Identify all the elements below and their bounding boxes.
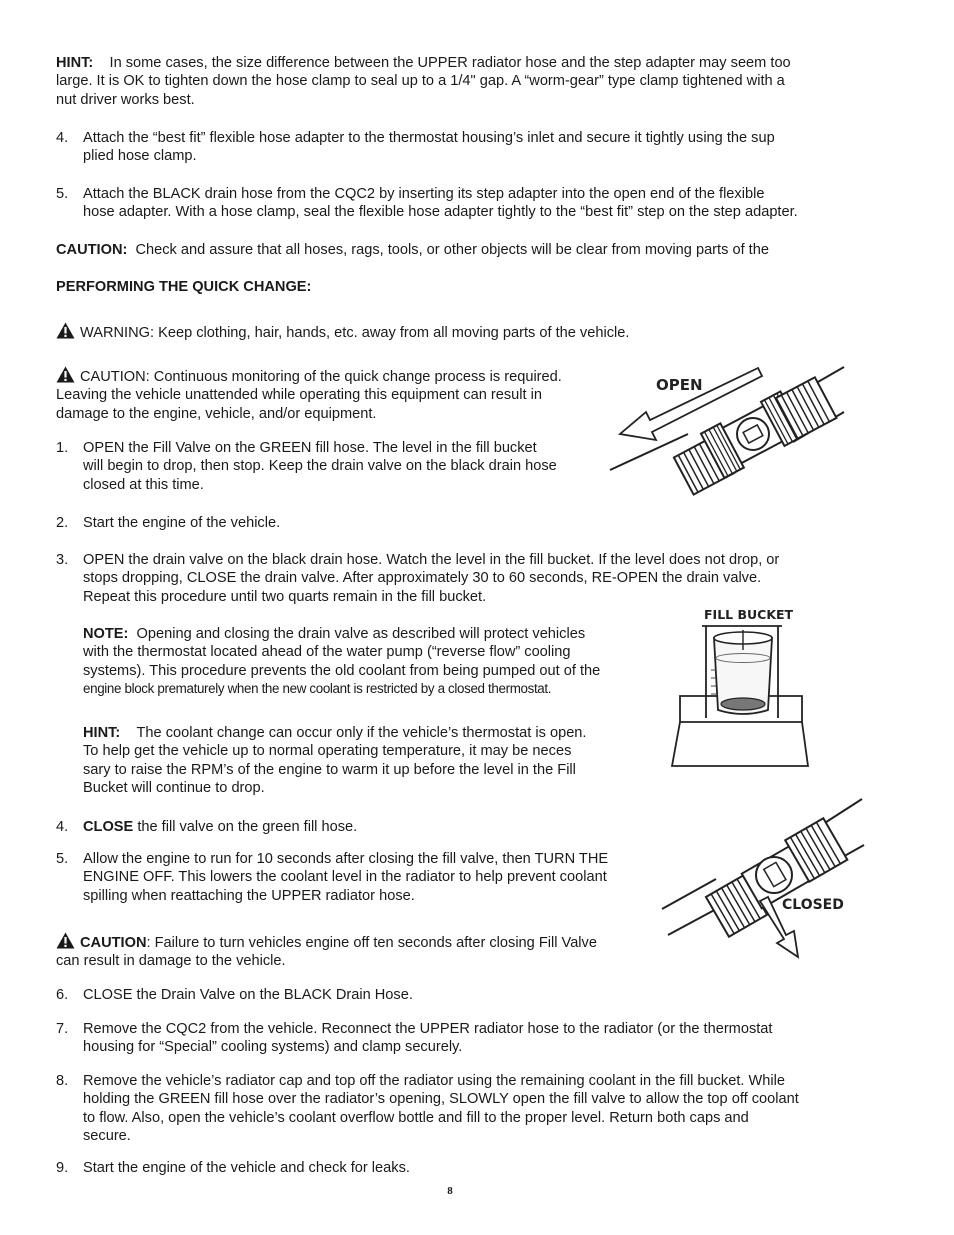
- step-line: housing for “Special” cooling systems) and clamp securely.: [83, 1039, 463, 1056]
- step-line: Start the engine of the vehicle.: [83, 515, 281, 531]
- hint-line2: large. It is OK to tighten down the hose clamp to seal up to a 1/4" gap. A “worm-gear” type clamp tightened with a: [56, 73, 785, 90]
- step-number: 9.: [56, 1160, 69, 1176]
- step-line: OPEN the Fill Valve on the GREEN fill hose. The level in the fill bucket: [83, 440, 537, 456]
- step-line: Remove the vehicle’s radiator cap and top off the radiator using the remaining coolant in the fill bucket. While: [83, 1073, 785, 1089]
- caution-label: CAUTION: [80, 935, 147, 951]
- step-line: closed at this time.: [83, 476, 204, 493]
- hint-line3: nut driver works best.: [56, 91, 195, 108]
- step-line: will begin to drop, then stop. Keep the drain valve on the black drain hose: [83, 458, 557, 475]
- step-line: spilling when reattaching the UPPER radiator hose.: [83, 887, 415, 904]
- step-line: holding the GREEN fill hose over the radiator’s opening, SLOWLY open the fill valve to allow the top off coolant: [83, 1091, 799, 1108]
- warning-triangle-icon: [56, 322, 75, 339]
- note-label: NOTE:: [83, 626, 129, 642]
- step-number: 8.: [56, 1073, 69, 1089]
- step-number: 6.: [56, 987, 69, 1003]
- step-line: Start the engine of the vehicle and check for leaks.: [83, 1160, 410, 1176]
- valve-open-illustration: [608, 362, 848, 502]
- note-paragraph: NOTE: Opening and closing the drain valve as described will protect vehicles with the thermostat located ahead of the water pump (“reverse flow” cooling systems). This procedure prevents the old coolant from being pumped out of the engine block prematurely when the new coolant is restricted by a closed thermostat.: [83, 625, 648, 699]
- step-line: Allow the engine to run for 10 seconds after closing the fill valve, then TURN THE: [83, 851, 609, 867]
- fill-bucket-label: FILL BUCKET: [704, 607, 794, 622]
- caution-engine-off: CAUTION: Failure to turn vehicles engine off ten seconds after closing Fill Valve can result in damage to the vehicle.: [56, 932, 646, 971]
- caution-line: CAUTION: Continuous monitoring of the quick change process is required.: [80, 369, 562, 385]
- open-valve-figure: [608, 362, 848, 502]
- step-line: CLOSE the Drain Valve on the BLACK Drain Hose.: [83, 987, 413, 1003]
- open-label: OPEN: [656, 376, 703, 394]
- step-line: hose adapter. With a hose clamp, seal the flexible hose adapter tightly to the “best fit” step on the step adapter.: [83, 204, 798, 221]
- caution-monitoring: [56, 366, 616, 423]
- step-line: ENGINE OFF. This lowers the coolant level in the radiator to help prevent coolant: [83, 869, 607, 886]
- closed-label: CLOSED: [782, 897, 844, 913]
- page-number: 8: [447, 1185, 453, 1197]
- hint-label: HINT:: [56, 55, 94, 71]
- step-line: to flow. Also, open the vehicle’s coolant overflow bottle and fill to the proper level. Return both caps and: [83, 1109, 749, 1126]
- step-line: Attach the “best fit” flexible hose adapter to the thermostat housing’s inlet and secure it tightly using the sup: [83, 130, 775, 146]
- note-line: with the thermostat located ahead of the water pump (“reverse flow” cooling: [83, 644, 571, 661]
- step-line: secure.: [83, 1128, 131, 1145]
- step-line: stops dropping, CLOSE the drain valve. After approximately 30 to 60 seconds, RE-OPEN the drain valve.: [83, 570, 762, 587]
- hint-thermostat: HINT: The coolant change can occur only if the vehicle’s thermostat is open. To help get the vehicle up to normal operating temperature, it may be neces sary to raise the RPM’s of the engine to warm it up before the level in the Fill Bucket will continue to drop.: [83, 724, 643, 798]
- valve-closed-illustration: [656, 797, 868, 967]
- caution-line: Leaving the vehicle unattended while operating this equipment can result in: [56, 387, 542, 404]
- section-heading: PERFORMING THE QUICK CHANGE:: [56, 279, 312, 295]
- step-number: 2.: [56, 515, 69, 531]
- caution-text: Check and assure that all hoses, rags, tools, or other objects will be clear from moving parts of the: [135, 242, 769, 258]
- step-number: 1.: [56, 440, 69, 456]
- step-line: Attach the BLACK drain hose from the CQC2 by inserting its step adapter into the open end of the flexible: [83, 186, 765, 202]
- closed-valve-figure: [656, 797, 868, 967]
- step-number: 5.: [56, 851, 69, 867]
- hint-text: In some cases, the size difference between the UPPER radiator hose and the step adapter may seem too: [109, 55, 791, 71]
- warning-text: WARNING: Keep clothing, hair, hands, etc. away from all moving parts of the vehicle.: [80, 325, 630, 341]
- note-line: engine block prematurely when the new coolant is restricted by a closed thermostat.: [83, 681, 552, 697]
- warning-triangle-icon: [56, 932, 75, 949]
- step-line: plied hose clamp.: [83, 148, 197, 165]
- fill-bucket-figure: [666, 600, 816, 768]
- step-number: 7.: [56, 1021, 69, 1037]
- hint-line: To help get the vehicle up to normal operating temperature, it may be neces: [83, 743, 572, 760]
- caution-line: damage to the engine, vehicle, and/or equipment.: [56, 405, 377, 422]
- step-number: 3.: [56, 552, 69, 568]
- step-line: OPEN the drain valve on the black drain hose. Watch the level in the fill bucket. If the level does not drop, or: [83, 552, 780, 568]
- warning-triangle-icon: [56, 366, 75, 383]
- step-line: Repeat this procedure until two quarts remain in the fill bucket.: [83, 588, 487, 605]
- step-number: 5.: [56, 186, 69, 202]
- note-line: systems). This procedure prevents the old coolant from being pumped out of the: [83, 662, 601, 679]
- warning-paragraph: [56, 322, 856, 342]
- hint-line: Bucket will continue to drop.: [83, 780, 265, 797]
- step-line: Remove the CQC2 from the vehicle. Reconnect the UPPER radiator hose to the radiator (or the thermostat: [83, 1021, 773, 1037]
- step-number: 4.: [56, 130, 69, 146]
- hint-label: HINT:: [83, 725, 121, 741]
- hint-paragraph: [56, 54, 856, 109]
- fill-bucket-illustration: [666, 600, 816, 768]
- step-number: 4.: [56, 819, 69, 835]
- hint-line: sary to raise the RPM’s of the engine to warm it up before the level in the Fill: [83, 761, 576, 778]
- caution-label: CAUTION:: [56, 242, 128, 258]
- caution-line: can result in damage to the vehicle.: [56, 953, 286, 970]
- caution-paragraph: [56, 241, 856, 259]
